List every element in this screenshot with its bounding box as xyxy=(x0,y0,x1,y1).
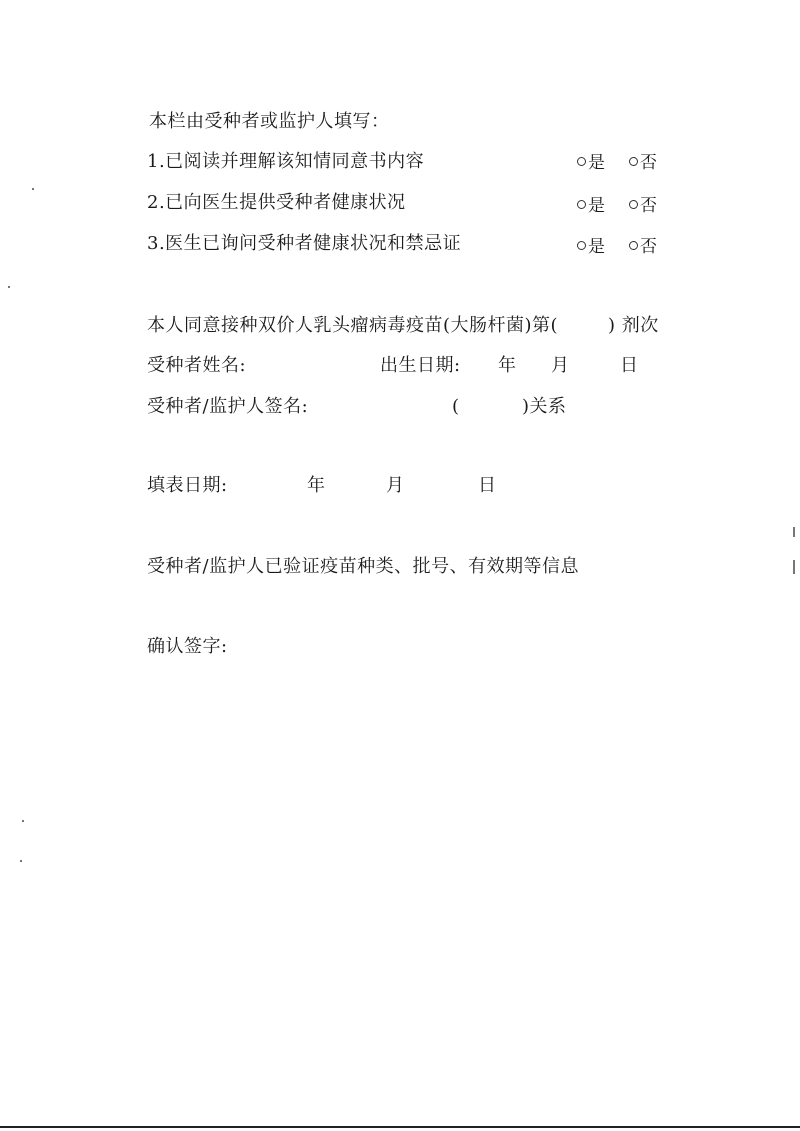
radio-circle-icon[interactable] xyxy=(629,157,638,166)
birth-month-label: 月 xyxy=(551,355,570,376)
relation-label: )关系 xyxy=(522,396,567,417)
checklist-item-2-label: 2.已向医生提供受种者健康状况 xyxy=(147,192,406,213)
birth-date-label: 出生日期: xyxy=(380,355,461,376)
scan-speck xyxy=(32,188,34,190)
radio-circle-icon[interactable] xyxy=(577,157,586,166)
signature-label: 受种者/监护人签名: xyxy=(147,396,309,417)
fill-year-label: 年 xyxy=(307,475,326,496)
checklist-item-2-no-option[interactable]: 否 xyxy=(629,194,657,218)
fill-day-label: 日 xyxy=(478,475,497,496)
checklist-item-2-yes-option[interactable]: 是 xyxy=(577,194,605,218)
fill-month-label: 月 xyxy=(386,475,405,496)
checklist-item-3-no-option[interactable]: 否 xyxy=(629,235,657,259)
radio-circle-icon[interactable] xyxy=(577,241,586,250)
scan-speck xyxy=(8,286,10,288)
radio-circle-icon[interactable] xyxy=(577,200,586,209)
birth-year-label: 年 xyxy=(498,355,517,376)
birth-day-label: 日 xyxy=(620,355,639,376)
consent-statement-text: 本人同意接种双价人乳头瘤病毒疫苗(大肠杆菌)第( xyxy=(147,315,559,336)
checklist-item-1-yes-option[interactable]: 是 xyxy=(577,151,605,175)
radio-circle-icon[interactable] xyxy=(629,200,638,209)
checklist-item-1-label: 1.已阅读并理解该知情同意书内容 xyxy=(147,151,425,172)
page-bottom-edge-line xyxy=(0,1126,800,1128)
scan-speck xyxy=(22,820,24,822)
confirm-signature-label: 确认签字: xyxy=(147,636,228,657)
scan-speck xyxy=(793,527,795,537)
scan-speck xyxy=(20,860,22,862)
checklist-item-1-no-option[interactable]: 否 xyxy=(629,151,657,175)
radio-circle-icon[interactable] xyxy=(629,241,638,250)
relation-open-paren: ( xyxy=(452,396,460,417)
checklist-item-3-yes-option[interactable]: 是 xyxy=(577,235,605,259)
recipient-name-label: 受种者姓名: xyxy=(147,355,247,376)
dose-number-suffix: ) 剂次 xyxy=(608,315,659,336)
scan-speck xyxy=(793,560,795,574)
verification-text: 受种者/监护人已验证疫苗种类、批号、有效期等信息 xyxy=(147,556,580,577)
fill-date-label: 填表日期: xyxy=(147,475,228,496)
checklist-item-3-label: 3.医生已询问受种者健康状况和禁忌证 xyxy=(147,233,462,254)
section-header: 本栏由受种者或监护人填写： xyxy=(149,111,390,132)
